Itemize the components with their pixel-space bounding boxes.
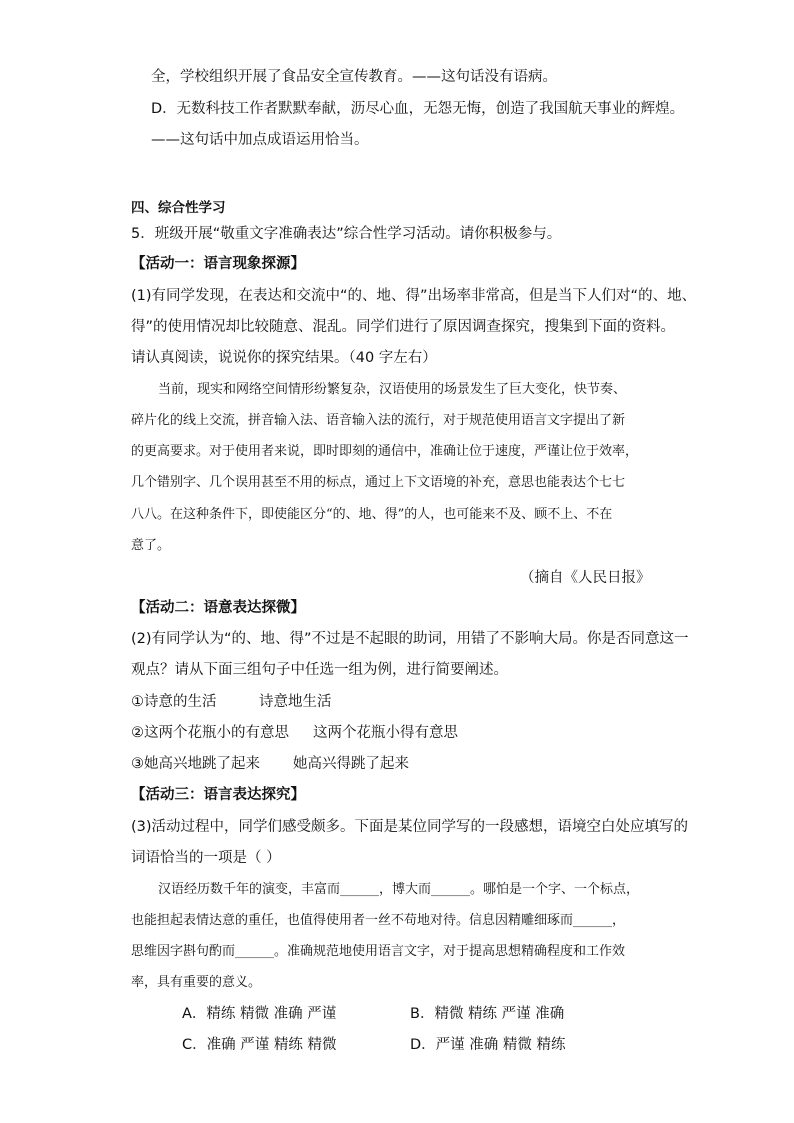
prev-line-2: D．无数科技工作者默默奉献，沥尽心血，无怨无悔，创造了我国航天事业的辉煌。 [151, 101, 685, 117]
activity-3-title: 【活动三：语言表达探究】 [131, 787, 305, 803]
pair-3-b: 她高兴得跳了起来 [293, 756, 409, 772]
passage-1-line: 碎片化的线上交流，拼音输入法、语音输入法的流行，对于规范使用语言文字提出了新 [131, 413, 626, 428]
pair-1-b: 诗意地生活 [259, 694, 332, 710]
passage-3-line: 也能担起表情达意的重任，也值得使用者一丝不苟地对待。信息因精雕细琢而______， [131, 913, 626, 928]
passage-1-line: 当前，现实和网络空间情形纷繁复杂，汉语使用的场景发生了巨大变化，快节奏、 [158, 382, 627, 397]
passage-1-line: 意了。 [131, 538, 171, 553]
passage-3-line: 汉语经历数千年的演变，丰富而______，博大而______。哪怕是一个字、一个标点， [158, 882, 640, 897]
question-5: 5．班级开展“敬重文字准确表达”综合性学习活动。请你积极参与。 [131, 226, 562, 242]
q2-line-2: 观点？请从下面三组句子中任选一组为例，进行简要阐述。 [131, 662, 508, 678]
pair-3-a: ③她高兴地跳了起来 [131, 756, 260, 772]
pair-2-b: 这两个花瓶小得有意思 [313, 725, 458, 741]
q3-line-1: (3)活动过程中，同学们感受颇多。下面是某位同学写的一段感想，语境空白处应填写的 [131, 819, 689, 835]
passage-1-line: 的更高要求。对于使用者来说，即时即刻的通信中，准确让位于速度，严谨让位于效率， [131, 444, 639, 459]
option-d: D．严谨 准确 精微 精练 [410, 1037, 566, 1053]
pair-1-a: ①诗意的生活 [131, 694, 217, 710]
prev-line-1: 全，学校组织开展了食品安全宣传教育。——这句话没有语病。 [151, 69, 557, 85]
option-a: A．精练 精微 准确 严谨 [182, 1006, 337, 1022]
activity-1-title: 【活动一：语言现象探源】 [131, 256, 305, 272]
prev-line-3: ——这句话中加点成语运用恰当。 [151, 132, 369, 148]
q1-line-3: 请认真阅读，说说你的探究结果。（40 字左右） [131, 350, 437, 366]
passage-3-line: 思维因字斟句酌而______。准确规范地使用语言文字，对于提高思想精确程度和工作效 [131, 944, 626, 959]
section-title: 四、综合性学习 [131, 200, 226, 216]
passage-3-line: 率，具有重要的意义。 [131, 975, 262, 990]
passage-source: （摘自《人民日报》 [520, 570, 651, 586]
option-b: B．精微 精练 严谨 准确 [410, 1006, 565, 1022]
option-c: C．准确 严谨 精练 精微 [182, 1037, 337, 1053]
passage-1-line: 八八。在这种条件下，即使能区分“的、地、得”的人，也可能来不及、顾不上、不在 [131, 507, 613, 522]
q3-line-2: 词语恰当的一项是（ ） [131, 850, 281, 866]
activity-2-title: 【活动二：语意表达探微】 [131, 600, 305, 616]
q1-line-2: 得”的使用情况却比较随意、混乱。同学们进行了原因调查探究，搜集到下面的资料。 [131, 319, 676, 335]
q1-line-1: (1)有同学发现，在表达和交流中“的、地、得”出场率非常高，但是当下人们对“的、地、 [131, 288, 697, 304]
q2-line-1: (2)有同学认为“的、地、得”不过是不起眼的助词，用错了不影响大局。你是否同意这一 [131, 631, 689, 647]
pair-2-a: ②这两个花瓶小的有意思 [131, 725, 289, 741]
passage-1-line: 几个错别字、几个误用甚至不用的标点，通过上下文语境的补充，意思也能表达个七七 [131, 475, 626, 490]
